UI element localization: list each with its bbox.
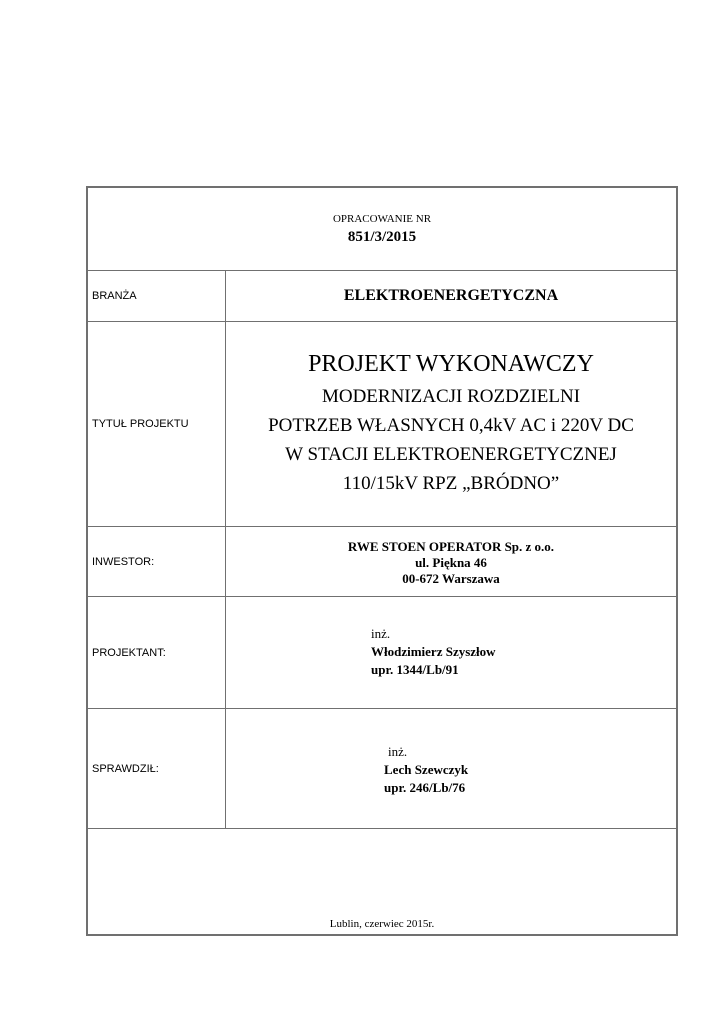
opracowanie-number: 851/3/2015 bbox=[347, 228, 417, 245]
row-opracowanie bbox=[88, 188, 676, 271]
row-sprawdzil bbox=[88, 709, 676, 829]
title-line-5: 110/15kV RPZ „BRÓDNO” bbox=[342, 472, 560, 494]
footer-place-date: Lublin, czerwiec 2015r. bbox=[329, 918, 435, 930]
row-footer bbox=[88, 829, 676, 934]
sprawdzil-license: upr. 246/Lb/76 bbox=[384, 780, 466, 795]
inwestor-city: 00-672 Warszawa bbox=[402, 571, 500, 586]
projektant-block bbox=[371, 597, 496, 708]
inwestor-street: ul. Piękna 46 bbox=[415, 555, 487, 570]
projektant-title: inż. bbox=[371, 626, 391, 641]
title-line-3: POTRZEB WŁASNYCH 0,4kV AC i 220V DC bbox=[268, 414, 634, 436]
sprawdzil-name: Lech Szewczyk bbox=[384, 762, 469, 777]
sprawdzil-title: inż. bbox=[388, 744, 408, 759]
inwestor-name: RWE STOEN OPERATOR Sp. z o.o. bbox=[347, 539, 555, 554]
branza-value: ELEKTROENERGETYCZNA bbox=[343, 287, 559, 304]
sprawdzil-block bbox=[384, 709, 468, 828]
row-inwestor bbox=[88, 527, 676, 597]
title-line-2: MODERNIZACJI ROZDZIELNI bbox=[321, 385, 581, 407]
title-line-1: PROJEKT WYKONAWCZY bbox=[308, 350, 594, 377]
projektant-license: upr. 1344/Lb/91 bbox=[371, 662, 459, 677]
sprawdzil-label: SPRAWDZIŁ: bbox=[88, 709, 226, 828]
projektant-label: PROJEKTANT: bbox=[88, 597, 226, 708]
row-tytul bbox=[88, 322, 676, 527]
tytul-label: TYTUŁ PROJEKTU bbox=[88, 322, 226, 526]
row-branza bbox=[88, 271, 676, 322]
inwestor-label: INWESTOR: bbox=[88, 527, 226, 596]
projektant-name: Włodzimierz Szyszłow bbox=[371, 644, 496, 659]
branza-label: BRANŻA bbox=[88, 271, 226, 321]
opracowanie-label: OPRACOWANIE NR bbox=[332, 212, 432, 225]
title-line-4: W STACJI ELEKTROENERGETYCZNEJ bbox=[285, 443, 617, 465]
title-page-table bbox=[86, 186, 678, 936]
row-projektant bbox=[88, 597, 676, 709]
